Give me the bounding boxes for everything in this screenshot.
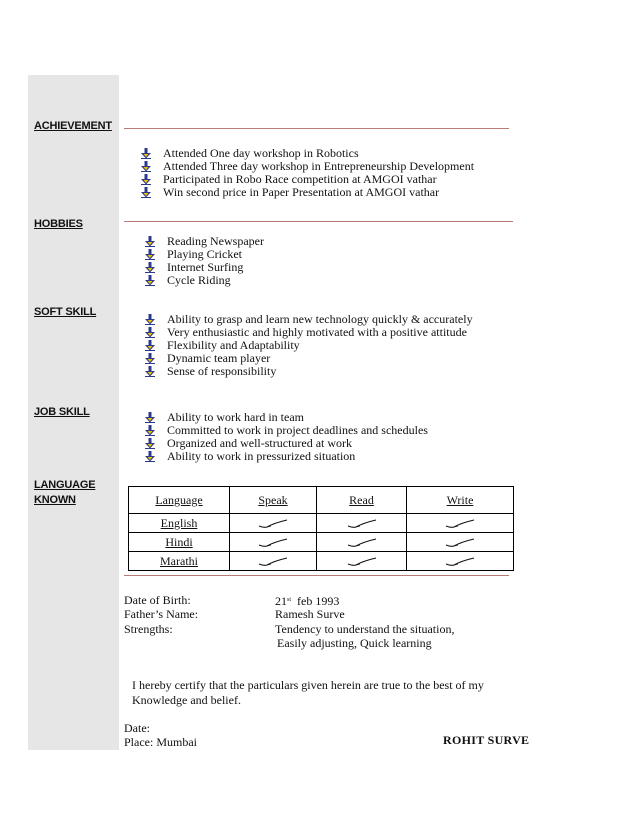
bullet-text: Reading Newspaper: [167, 234, 264, 248]
declaration: [132, 678, 532, 708]
language-cell: [129, 514, 230, 533]
language-name: Hindi: [165, 534, 193, 549]
bullet-text: Win second price in Paper Presentation at AMGOI vathar: [163, 185, 440, 199]
arrow-bullet-icon: [141, 187, 151, 198]
achievement-divider: [124, 128, 509, 129]
bullet-text: Flexibility and Adaptability: [167, 338, 300, 352]
arrow-bullet-icon: [145, 425, 155, 436]
bullet-text: Ability to work in pressurized situation: [167, 449, 356, 463]
arrow-bullet-icon: [145, 451, 155, 462]
language-row-marathi: [129, 552, 514, 571]
signature-name: ROHIT SURVE: [443, 733, 530, 747]
write-cell: [407, 552, 514, 571]
strengths-line1: Tendency to understand the situation,: [275, 622, 455, 636]
read-cell: [317, 514, 407, 533]
column-header-read: [317, 487, 407, 514]
arrow-bullet-icon: [145, 412, 155, 423]
column-header-write: [407, 487, 514, 514]
bullet-text: Organized and well-structured at work: [167, 436, 353, 450]
speak-cell: [230, 514, 317, 533]
speak-cell: [230, 552, 317, 571]
checkmark-icon: [347, 516, 377, 530]
bullet-text: Very enthusiastic and highly motivated with a positive attitude: [167, 325, 467, 339]
arrow-bullet-icon: [145, 262, 155, 273]
arrow-bullet-icon: [145, 353, 155, 364]
arrow-bullet-icon: [145, 236, 155, 247]
bullet-text: Attended One day workshop in Robotics: [163, 146, 359, 160]
checkmark-icon: [445, 554, 475, 568]
arrow-bullet-icon: [145, 340, 155, 351]
bullet-text: Internet Surfing: [167, 260, 244, 274]
job-skill-list: [145, 411, 428, 463]
bullet-text: Playing Cricket: [167, 247, 242, 261]
place-label: Place: Mumbai: [124, 735, 197, 749]
checkmark-icon: [258, 516, 288, 530]
job-skill-heading: JOB SKILL: [34, 406, 90, 418]
bullet-text: Dynamic team player: [167, 351, 271, 365]
arrow-bullet-icon: [145, 366, 155, 377]
language-heading-line2: KNOWN: [34, 494, 76, 506]
father-label: Father’s Name:: [124, 607, 199, 621]
bullet-item: [145, 274, 264, 287]
arrow-bullet-icon: [145, 249, 155, 260]
bullet-text: Ability to work hard in team: [167, 410, 304, 424]
bullet-text: Ability to grasp and learn new technology quickly & accurately: [167, 312, 473, 326]
language-name: Marathi: [160, 553, 198, 568]
dob-suffix: st: [287, 597, 292, 603]
read-cell: [317, 533, 407, 552]
arrow-bullet-icon: [145, 275, 155, 286]
column-header-speak: [230, 487, 317, 514]
hobbies-divider: [124, 221, 513, 222]
achievement-list: [141, 147, 474, 199]
dob-month-year: feb 1993: [297, 594, 340, 608]
language-table-header-row: [129, 487, 514, 514]
language-row-english: [129, 514, 514, 533]
column-header-read-text: Read: [349, 492, 374, 507]
hobbies-heading: HOBBIES: [34, 218, 83, 230]
hobbies-list: [145, 235, 264, 287]
bullet-text: Participated in Robo Race competition at AMGOI vathar: [163, 172, 437, 186]
strengths-line2: Easily adjusting, Quick learning: [277, 636, 432, 650]
write-cell: [407, 514, 514, 533]
arrow-bullet-icon: [141, 161, 151, 172]
read-cell: [317, 552, 407, 571]
column-header-language: [129, 487, 230, 514]
language-cell: [129, 533, 230, 552]
bullet-text: Committed to work in project deadlines and schedules: [167, 423, 428, 437]
language-row-hindi: [129, 533, 514, 552]
write-cell: [407, 533, 514, 552]
father-value: Ramesh Surve: [275, 607, 345, 621]
column-header-speak-text: Speak: [258, 492, 288, 507]
bullet-text: Cycle Riding: [167, 273, 231, 287]
bullet-item: [141, 186, 474, 199]
checkmark-icon: [445, 535, 475, 549]
language-name: English: [160, 515, 198, 530]
soft-skill-list: [145, 313, 473, 378]
date-label: Date:: [124, 721, 150, 735]
bullet-item: [145, 450, 428, 463]
bullet-item: [145, 365, 473, 378]
language-divider: [124, 575, 509, 576]
arrow-bullet-icon: [145, 438, 155, 449]
strengths-label: Strengths:: [124, 622, 173, 636]
checkmark-icon: [347, 535, 377, 549]
checkmark-icon: [347, 554, 377, 568]
arrow-bullet-icon: [145, 314, 155, 325]
checkmark-icon: [258, 535, 288, 549]
arrow-bullet-icon: [141, 148, 151, 159]
checkmark-icon: [445, 516, 475, 530]
soft-skill-heading: SOFT SKILL: [34, 306, 97, 318]
achievement-heading: ACHIEVEMENT: [34, 120, 112, 132]
column-header-language-text: Language: [155, 492, 203, 507]
bullet-text: Sense of responsibility: [167, 364, 277, 378]
language-heading-line1: LANGUAGE: [34, 479, 96, 491]
dob-label: Date of Birth:: [124, 593, 191, 607]
dob-day: 21: [275, 594, 287, 608]
arrow-bullet-icon: [141, 174, 151, 185]
language-table: [128, 486, 514, 571]
declaration-line1: I hereby certify that the particulars given herein are true to the best of my: [132, 678, 484, 692]
column-header-write-text: Write: [446, 492, 474, 507]
declaration-line2: Knowledge and belief.: [132, 693, 241, 707]
speak-cell: [230, 533, 317, 552]
checkmark-icon: [258, 554, 288, 568]
bullet-text: Attended Three day workshop in Entrepreneurship Development: [163, 159, 475, 173]
language-cell: [129, 552, 230, 571]
arrow-bullet-icon: [145, 327, 155, 338]
